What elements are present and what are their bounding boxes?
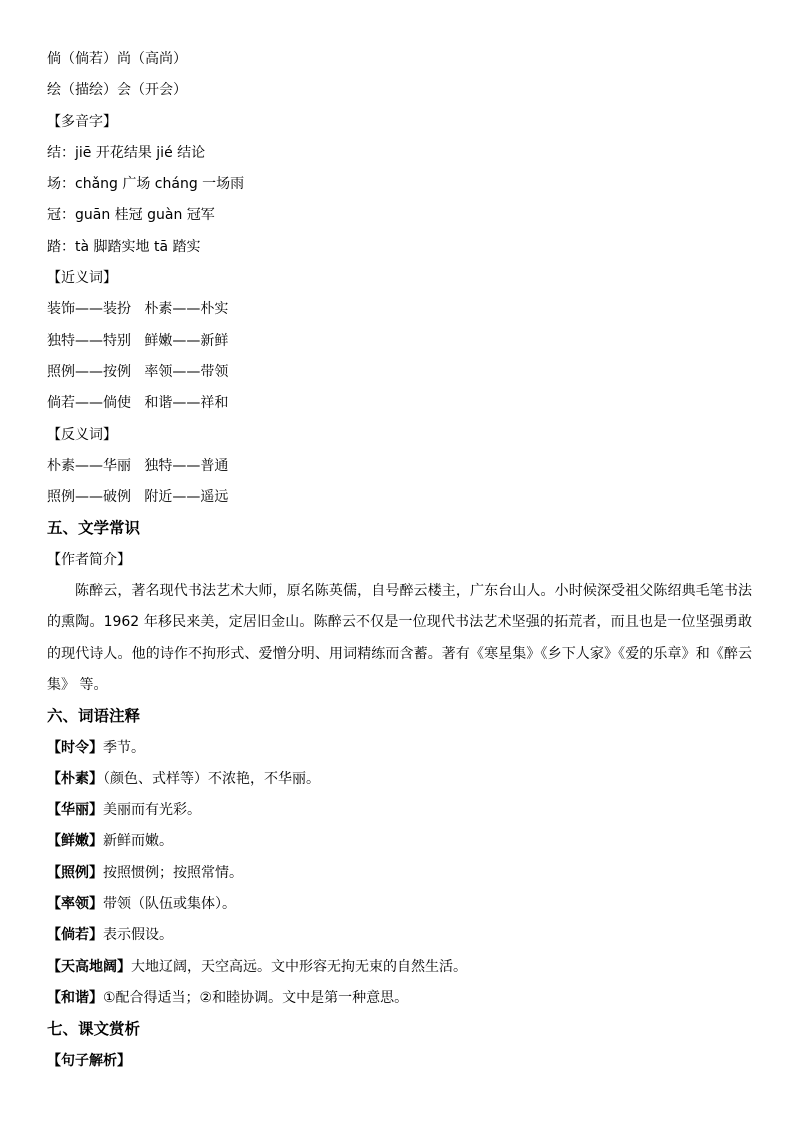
text-line: 绘（描绘）会（开会）: [47, 82, 187, 99]
glossary-term: 【率领】: [47, 896, 103, 913]
antonym-item: 朴素——华丽 独特——普通: [47, 457, 229, 474]
author-intro-paragraph: 陈醉云，著名现代书法艺术大师，原名陈英儒，自号醉云楼主，广东台山人。小时候深受祖父陈绍典毛笔书法的熏陶。1962 年移民来美，定居旧金山。陈醉云不仅是一位现代书法艺术坚强的拓荒者，而且也是一位坚强勇敢的现代诗人。他的诗作不拘形式、爱憎分明、用词精练而含蓄。著有《寒星集》《乡下人家》《爱的乐章》和《醉云集》 等。: [47, 583, 752, 693]
synonym-item: 装饰——装扮 朴素——朴实: [47, 301, 229, 318]
antonyms-title: 【反义词】: [47, 426, 117, 443]
sentence-analysis-title: 【句子解析】: [47, 1052, 131, 1069]
polyphone-title: 【多音字】: [47, 113, 117, 130]
glossary-definition: （颜色、式样等）不浓艳，不华丽。: [103, 770, 320, 787]
glossary-definition: 新鲜而嫩。: [103, 833, 173, 850]
document-page: [47, 44, 752, 1077]
polyphone-item: 冠：guān 桂冠 guàn 冠军: [47, 207, 215, 224]
glossary-term: 【朴素】: [47, 770, 103, 787]
glossary-item: [47, 983, 752, 1014]
glossary-term: 【倘若】: [47, 927, 103, 944]
glossary-item: [47, 952, 752, 983]
polyphone-item: 场：chǎng 广场 cháng 一场雨: [47, 176, 245, 193]
synonyms-title: 【近义词】: [47, 270, 117, 287]
glossary-item: [47, 764, 752, 795]
glossary-item: [47, 920, 752, 951]
section-heading: 五、文学常识: [47, 519, 141, 538]
glossary-item: [47, 733, 752, 764]
glossary-definition: 美丽而有光彩。: [103, 802, 201, 819]
glossary-definition: 季节。: [103, 739, 145, 756]
synonym-item: 照例——按例 率领——带领: [47, 363, 229, 380]
section-heading: 六、词语注释: [47, 707, 141, 726]
glossary-term: 【鲜嫩】: [47, 833, 103, 850]
glossary-item: [47, 826, 752, 857]
section-heading: 七、课文赏析: [47, 1020, 141, 1039]
synonym-item: 独特——特别 鲜嫩——新鲜: [47, 332, 229, 349]
antonym-item: 照例——破例 附近——遥远: [47, 489, 229, 506]
polyphone-item: 结：jiē 开花结果 jié 结论: [47, 144, 206, 161]
glossary-term: 【照例】: [47, 864, 103, 881]
glossary-term: 【时令】: [47, 739, 103, 756]
polyphone-item: 踏：tà 脚踏实地 tā 踏实: [47, 238, 201, 255]
text-line: 倘（倘若）尚（高尚）: [47, 51, 187, 67]
glossary-item: [47, 858, 752, 889]
glossary-definition: 大地辽阔，天空高远。文中形容无拘无束的自然生活。: [131, 958, 467, 975]
glossary-definition: 表示假设。: [103, 927, 173, 944]
glossary-definition: ①配合得适当；②和睦协调。文中是第一种意思。: [103, 989, 409, 1006]
synonym-item: 倘若——倘使 和谐——祥和: [47, 395, 229, 412]
glossary-term: 【天高地阔】: [47, 958, 131, 975]
glossary-item: [47, 889, 752, 920]
glossary-item: [47, 795, 752, 826]
glossary-definition: 带领（队伍或集体）。: [103, 896, 236, 913]
glossary-term: 【华丽】: [47, 802, 103, 819]
author-intro-title: 【作者简介】: [47, 551, 131, 568]
glossary-term: 【和谐】: [47, 989, 103, 1006]
glossary-definition: 按照惯例；按照常情。: [103, 864, 243, 881]
